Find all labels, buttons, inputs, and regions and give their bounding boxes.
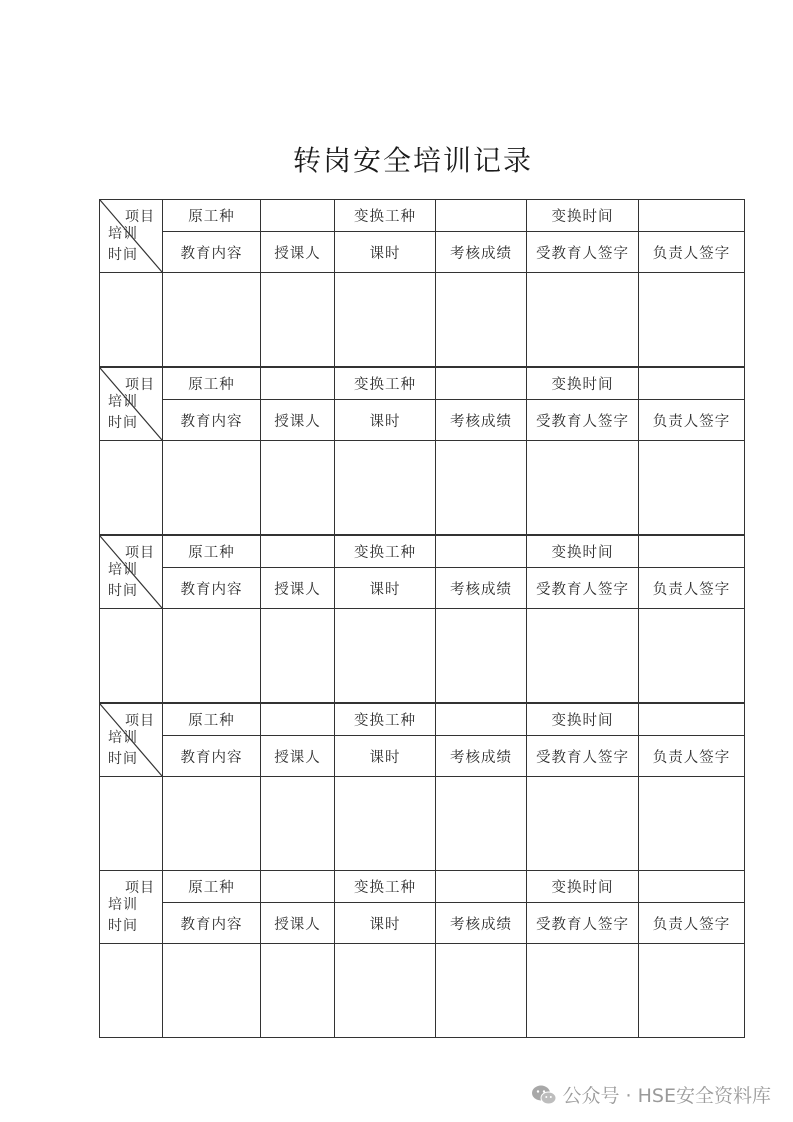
training-label-line2: 时间 (108, 751, 138, 767)
training-date-field[interactable] (100, 441, 163, 535)
score-field[interactable] (436, 609, 527, 703)
hours-header: 课时 (335, 400, 436, 441)
training-label-line2: 时间 (108, 247, 138, 263)
instructor-field[interactable] (261, 441, 335, 535)
content-header: 教育内容 (163, 400, 261, 441)
change-time-field[interactable] (639, 704, 745, 736)
change-time-label: 变换时间 (527, 704, 639, 736)
watermark (531, 1081, 771, 1108)
supervisor-sign-header: 负责人签字 (639, 903, 745, 944)
score-field[interactable] (436, 944, 527, 1038)
hours-field[interactable] (335, 944, 436, 1038)
training-time-label (108, 728, 138, 770)
training-time-label (108, 392, 138, 434)
hours-header: 课时 (335, 903, 436, 944)
record-block (99, 703, 744, 871)
new-job-label: 变换工种 (335, 871, 436, 903)
score-header: 考核成绩 (436, 232, 527, 273)
project-label: 项目 (125, 377, 155, 393)
trainee-sign-header: 受教育人签字 (527, 568, 639, 609)
original-job-field[interactable] (261, 704, 335, 736)
training-time-label (108, 895, 138, 937)
change-time-field[interactable] (639, 368, 745, 400)
instructor-field[interactable] (261, 944, 335, 1038)
content-field[interactable] (163, 944, 261, 1038)
training-label-line1: 培训 (108, 394, 138, 410)
supervisor-sign-header: 负责人签字 (639, 400, 745, 441)
project-label: 项目 (125, 713, 155, 729)
content-field[interactable] (163, 609, 261, 703)
content-field[interactable] (163, 777, 261, 871)
new-job-label: 变换工种 (335, 200, 436, 232)
record-block (99, 870, 744, 1038)
score-header: 考核成绩 (436, 400, 527, 441)
trainee-sign-header: 受教育人签字 (527, 232, 639, 273)
change-time-label: 变换时间 (527, 200, 639, 232)
instructor-header: 授课人 (261, 400, 335, 441)
training-label-line1: 培训 (108, 897, 138, 913)
score-header: 考核成绩 (436, 736, 527, 777)
page-title: 转岗安全培训记录 (292, 144, 533, 177)
instructor-header: 授课人 (261, 232, 335, 273)
hours-header: 课时 (335, 232, 436, 273)
supervisor-sign-field[interactable] (639, 609, 745, 703)
training-date-field[interactable] (100, 609, 163, 703)
supervisor-sign-header: 负责人签字 (639, 568, 745, 609)
content-header: 教育内容 (163, 903, 261, 944)
training-date-field[interactable] (100, 273, 163, 367)
new-job-field[interactable] (436, 368, 527, 400)
content-header: 教育内容 (163, 568, 261, 609)
trainee-sign-header: 受教育人签字 (527, 903, 639, 944)
supervisor-sign-header: 负责人签字 (639, 736, 745, 777)
header-corner-cell (100, 200, 163, 273)
project-label: 项目 (125, 545, 155, 561)
new-job-label: 变换工种 (335, 536, 436, 568)
original-job-field[interactable] (261, 368, 335, 400)
training-record-table (99, 367, 745, 535)
new-job-label: 变换工种 (335, 368, 436, 400)
hours-header: 课时 (335, 736, 436, 777)
change-time-label: 变换时间 (527, 871, 639, 903)
training-time-label (108, 560, 138, 602)
training-date-field[interactable] (100, 944, 163, 1038)
trainee-sign-field[interactable] (527, 273, 639, 367)
change-time-label: 变换时间 (527, 536, 639, 568)
supervisor-sign-field[interactable] (639, 944, 745, 1038)
original-job-label: 原工种 (163, 368, 261, 400)
instructor-header: 授课人 (261, 736, 335, 777)
record-block (99, 367, 744, 535)
score-header: 考核成绩 (436, 568, 527, 609)
new-job-field[interactable] (436, 704, 527, 736)
trainee-sign-field[interactable] (527, 777, 639, 871)
training-label-line2: 时间 (108, 583, 138, 599)
training-record-table (99, 535, 745, 703)
instructor-field[interactable] (261, 777, 335, 871)
training-record-table (99, 199, 745, 367)
supervisor-sign-field[interactable] (639, 777, 745, 871)
trainee-sign-field[interactable] (527, 944, 639, 1038)
instructor-field[interactable] (261, 273, 335, 367)
trainee-sign-field[interactable] (527, 609, 639, 703)
original-job-label: 原工种 (163, 871, 261, 903)
trainee-sign-header: 受教育人签字 (527, 736, 639, 777)
training-time-label (108, 224, 138, 266)
trainee-sign-header: 受教育人签字 (527, 400, 639, 441)
hours-field[interactable] (335, 777, 436, 871)
hours-header: 课时 (335, 568, 436, 609)
instructor-field[interactable] (261, 609, 335, 703)
original-job-label: 原工种 (163, 704, 261, 736)
project-label: 项目 (125, 209, 155, 225)
new-job-field[interactable] (436, 871, 527, 903)
change-time-label: 变换时间 (527, 368, 639, 400)
training-label-line2: 时间 (108, 415, 138, 431)
header-corner-cell (100, 871, 163, 944)
supervisor-sign-field[interactable] (639, 441, 745, 535)
watermark-text: 公众号 · HSE安全资料库 (562, 1085, 771, 1107)
supervisor-sign-header: 负责人签字 (639, 232, 745, 273)
record-block (99, 199, 744, 367)
content-header: 教育内容 (163, 232, 261, 273)
header-corner-cell (100, 704, 163, 777)
content-field[interactable] (163, 441, 261, 535)
training-label-line1: 培训 (108, 226, 138, 242)
hours-field[interactable] (335, 273, 436, 367)
original-job-field[interactable] (261, 871, 335, 903)
original-job-field[interactable] (261, 536, 335, 568)
original-job-field[interactable] (261, 200, 335, 232)
instructor-header: 授课人 (261, 568, 335, 609)
record-block (99, 535, 744, 703)
score-field[interactable] (436, 441, 527, 535)
training-date-field[interactable] (100, 777, 163, 871)
hours-field[interactable] (335, 441, 436, 535)
original-job-label: 原工种 (163, 200, 261, 232)
training-label-line1: 培训 (108, 562, 138, 578)
original-job-label: 原工种 (163, 536, 261, 568)
new-job-label: 变换工种 (335, 704, 436, 736)
change-time-field[interactable] (639, 536, 745, 568)
change-time-field[interactable] (639, 200, 745, 232)
training-label-line2: 时间 (108, 918, 138, 934)
score-field[interactable] (436, 273, 527, 367)
training-record-table (99, 703, 745, 871)
score-header: 考核成绩 (436, 903, 527, 944)
hours-field[interactable] (335, 609, 436, 703)
header-corner-cell (100, 368, 163, 441)
instructor-header: 授课人 (261, 903, 335, 944)
training-record-table (99, 870, 745, 1038)
new-job-field[interactable] (436, 200, 527, 232)
content-header: 教育内容 (163, 736, 261, 777)
change-time-field[interactable] (639, 871, 745, 903)
training-label-line1: 培训 (108, 730, 138, 746)
new-job-field[interactable] (436, 536, 527, 568)
wechat-icon (531, 1084, 557, 1106)
score-field[interactable] (436, 777, 527, 871)
project-label: 项目 (125, 880, 155, 896)
content-field[interactable] (163, 273, 261, 367)
supervisor-sign-field[interactable] (639, 273, 745, 367)
header-corner-cell (100, 536, 163, 609)
trainee-sign-field[interactable] (527, 441, 639, 535)
